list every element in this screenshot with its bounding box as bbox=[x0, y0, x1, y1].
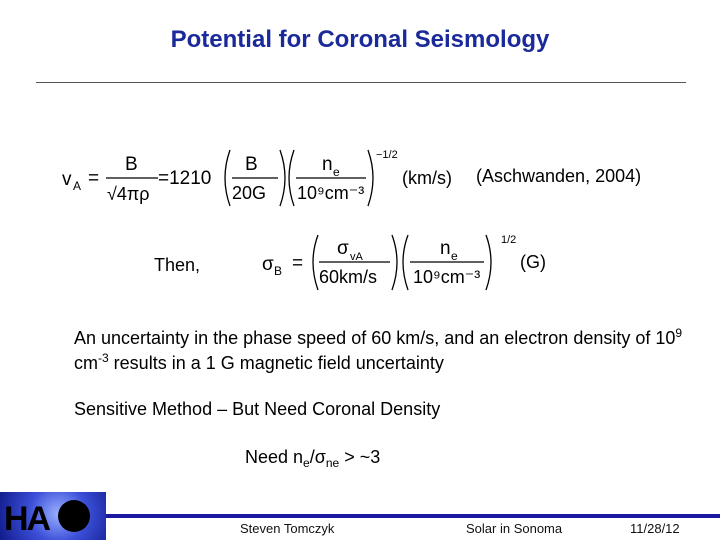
sensitive-method-line: Sensitive Method – But Need Coronal Density bbox=[74, 399, 441, 419]
need-prefix: Need n bbox=[245, 447, 304, 467]
eq2-frac2-num-sub: e bbox=[451, 249, 458, 263]
footer-author: Steven Tomczyk bbox=[240, 521, 335, 536]
para-text-1: An uncertainty in the phase speed of 60 km/s, and an electron density of 10 bbox=[74, 328, 676, 348]
para-exp-2: -3 bbox=[98, 351, 109, 365]
footer-date: 11/28/12 bbox=[630, 521, 680, 536]
eq2-exponent: 1/2 bbox=[501, 234, 517, 246]
eq1-lhs-sub: A bbox=[73, 179, 82, 193]
eq2-units: (G) bbox=[520, 252, 546, 272]
eq2-frac1-num: σ bbox=[337, 238, 349, 259]
need-line bbox=[245, 447, 380, 468]
need-sigma: /σ bbox=[309, 447, 326, 467]
eq2-lhs-sub: B bbox=[274, 264, 283, 278]
equation-field-uncertainty bbox=[262, 234, 546, 290]
eq1-frac2-num: B bbox=[245, 154, 258, 175]
eq2-frac2-num: n bbox=[440, 238, 451, 259]
para-text-3: results in a 1 G magnetic field uncertainty bbox=[108, 353, 444, 373]
eq1-coef: =1210 bbox=[158, 168, 212, 189]
need-sub-ne: ne bbox=[325, 456, 340, 470]
para-text-2: cm bbox=[74, 353, 98, 373]
eq2-lhs: σ bbox=[262, 254, 274, 275]
need-sub-e: e bbox=[303, 456, 310, 470]
eq1-lhs: v bbox=[62, 169, 72, 190]
eq2-frac1-den: 60km/s bbox=[319, 267, 378, 287]
eq1-frac3-num-sub: e bbox=[333, 165, 340, 179]
eq1-exponent: −1/2 bbox=[376, 149, 398, 161]
svg-text:=: = bbox=[292, 253, 304, 274]
eq1-frac3-num: n bbox=[322, 154, 333, 175]
then-label: Then, bbox=[154, 255, 201, 275]
hao-logo-text: HA bbox=[4, 500, 50, 538]
eq1-frac1-num: B bbox=[125, 154, 138, 175]
eq2-frac1-num-sub: vA bbox=[350, 251, 363, 263]
hao-logo-dot-icon bbox=[58, 500, 90, 532]
eq2-frac2-den: 10⁹cm⁻³ bbox=[413, 267, 481, 287]
eq1-units: (km/s) bbox=[402, 168, 452, 188]
para-exp-1: 9 bbox=[675, 326, 683, 340]
footer-background bbox=[106, 518, 720, 540]
citation: (Aschwanden, 2004) bbox=[476, 166, 642, 186]
equation-alfven-speed bbox=[62, 149, 452, 206]
svg-text:=: = bbox=[88, 168, 100, 189]
footer-event: Solar in Sonoma bbox=[466, 521, 563, 536]
uncertainty-paragraph bbox=[74, 326, 694, 376]
eq1-frac2-den: 20G bbox=[232, 183, 267, 203]
eq1-frac3-den: 10⁹cm⁻³ bbox=[297, 183, 365, 203]
slide-title: Potential for Coronal Seismology bbox=[170, 26, 550, 53]
eq1-frac1-den: √4πρ bbox=[107, 184, 150, 204]
need-suffix: > ~3 bbox=[339, 447, 381, 467]
